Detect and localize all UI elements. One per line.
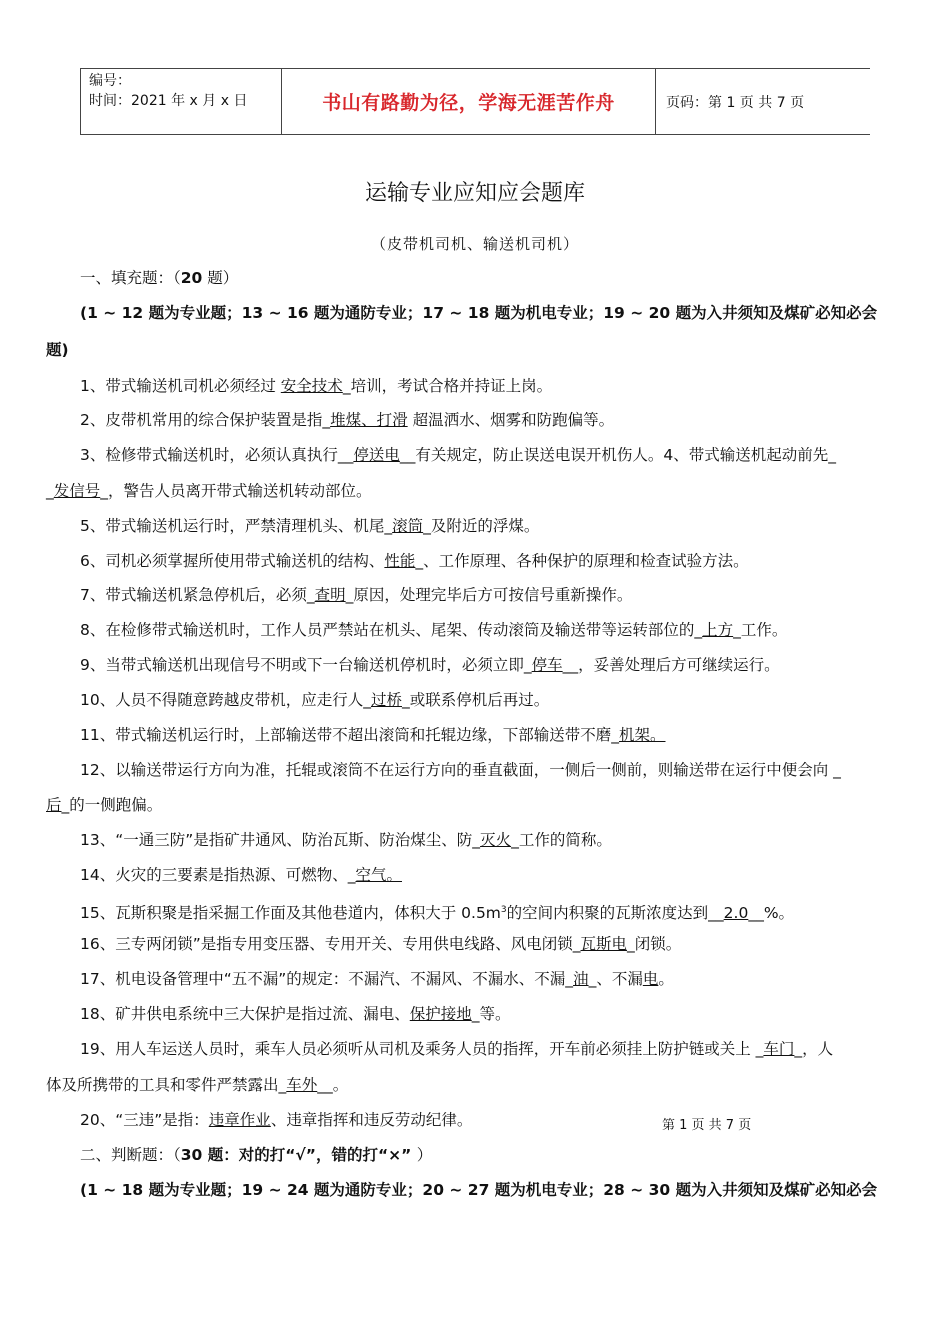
question-5: 5、带式输送机运行时，严禁清理机头、机尾_滚筒_及附近的浮煤。	[80, 517, 540, 535]
time-label: 时间：2021 年 x 月 x 日	[89, 93, 248, 109]
question-19-cont: 体及所携带的工具和零件严禁露出_车外__。	[46, 1076, 349, 1094]
page-title: 运输专业应知应会题库	[364, 181, 585, 206]
section1-heading: 一、填充题：（20 题）	[80, 269, 239, 287]
motto: 书山有路勤为径，学海无涯苦作舟	[282, 69, 656, 134]
code-label: 编号：	[89, 73, 131, 89]
question-9: 9、当带式输送机出现信号不明或下一台输送机停机时，必须立即_停车__，妥善处理后方可继续运行。	[80, 656, 780, 674]
question-7: 7、带式输送机紧急停机后，必须_查明_原因，处理完毕后方可按信号重新操作。	[80, 586, 633, 604]
page-footer: 第 1 页 共 7 页	[662, 1118, 752, 1133]
question-12-cont: 后_的一侧跑偏。	[46, 796, 163, 814]
question-15: 15、瓦斯积聚是指采掘工作面及其他巷道内，体积大于 $0.5m^3$的空间内积聚的瓦斯浓度达到__2.0__%。	[80, 904, 795, 923]
question-16: 16、三专两闭锁”是指专用变压器、专用开关、专用供电线路、风电闭锁_瓦斯电_闭锁。	[80, 935, 682, 953]
question-17: 17、机电设备管理中“五不漏”的规定：不漏汽、不漏风、不漏水、不漏_油_、不漏电。	[80, 970, 674, 988]
question-11: 11、带式输送机运行时，上部输送带不超出滚筒和托辊边缘，下部输送带不磨_机架。	[80, 726, 666, 744]
question-13: 13、“一通三防”是指矿井通风、防治瓦斯、防治煤尘、防_灭火_工作的简称。	[80, 831, 612, 849]
question-14: 14、火灾的三要素是指热源、可燃物、_空气。	[80, 866, 402, 884]
question-12: 12、以输送带运行方向为准，托辊或滚筒不在运行方向的垂直截面，一侧后一侧前，则输送带在运行中便会向 _	[80, 761, 841, 779]
question-19: 19、用人车运送人员时，乘车人员必须听从司机及乘务人员的指挥，开车前必须挂上防护链或关上 _车门_，人	[80, 1040, 834, 1058]
section1-note-cont: 题)	[46, 341, 69, 359]
question-1: 1、带式输送机司机必须经过 安全技术_培训，考试合格并持证上岗。	[80, 377, 553, 395]
question-2: 2、皮带机常用的综合保护装置是指_堆煤、打滑 超温洒水、烟雾和防跑偏等。	[80, 411, 615, 429]
question-3: 3、检修带式输送机时，必须认真执行__停送电__有关规定，防止误送电误开机伤人。4、带式输送机起动前先_	[80, 446, 837, 464]
question-20: 20、“三违”是指：违章作业、违章指挥和违反劳动纪律。	[80, 1111, 473, 1129]
question-18: 18、矿井供电系统中三大保护是指过流、漏电、保护接地_等。	[80, 1005, 511, 1023]
header-left-cell	[81, 69, 282, 134]
question-6: 6、司机必须掌握所使用带式输送机的结构、性能_、工作原理、各种保护的原理和检查试验方法。	[80, 552, 749, 570]
header-table	[80, 68, 870, 135]
question-8: 8、在检修带式输送机时，工作人员严禁站在机头、尾架、传动滚筒及输送带等运转部位的_上方_工作。	[80, 621, 788, 639]
section2-note: (1 ~ 18 题为专业题；19 ~ 24 题为通防专业；20 ~ 27 题为机电专业；28 ~ 30 题为入井须知及煤矿必知必会	[80, 1181, 878, 1199]
question-10: 10、人员不得随意跨越皮带机，应走行人_过桥_或联系停机后再过。	[80, 691, 550, 709]
page-subtitle: （皮带机司机、输送机司机）	[370, 235, 579, 253]
page-label: 页码：第 1 页 共 7 页	[666, 94, 805, 111]
section2-heading: 二、判断题：（30 题：对的打“√”，错的打“×” ）	[80, 1146, 433, 1164]
section1-note: (1 ~ 12 题为专业题；13 ~ 16 题为通防专业；17 ~ 18 题为机电专业；19 ~ 20 题为入井须知及煤矿必知必会	[80, 304, 878, 322]
question-4: _发信号_，警告人员离开带式输送机转动部位。	[46, 482, 372, 500]
